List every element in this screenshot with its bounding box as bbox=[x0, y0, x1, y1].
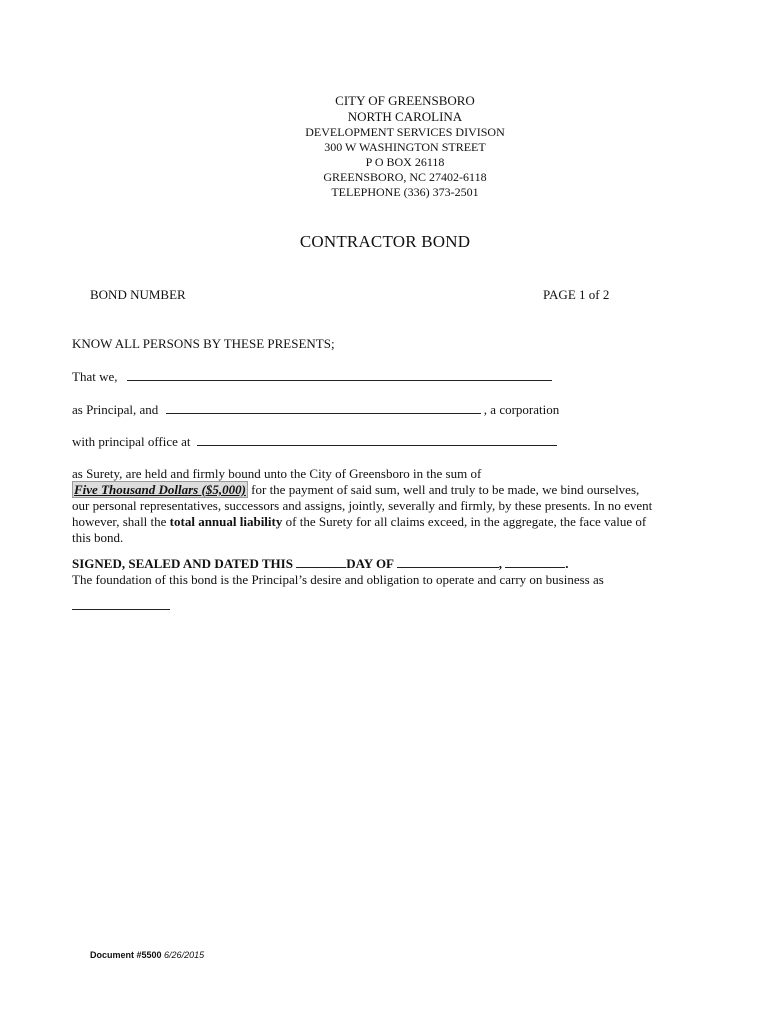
total-annual-liability: total annual liability bbox=[169, 514, 283, 529]
letterhead-pobox: P O BOX 26118 bbox=[365, 155, 445, 169]
day-blank[interactable] bbox=[296, 556, 346, 568]
surety-intro: as Surety, are held and firmly bound unto the City of Greensboro in the sum of bbox=[72, 466, 482, 481]
document-date: 6/26/2015 bbox=[164, 950, 205, 960]
principal-office-blank[interactable] bbox=[197, 434, 557, 446]
principal-row bbox=[72, 402, 657, 418]
principal-label: as Principal, and bbox=[72, 402, 159, 417]
principal-office-label: with principal office at bbox=[72, 434, 191, 449]
year-blank[interactable] bbox=[505, 556, 565, 568]
month-blank[interactable] bbox=[397, 556, 499, 568]
bond-amount: Five Thousand Dollars ($5,000) bbox=[74, 482, 246, 497]
document-footer bbox=[90, 950, 204, 960]
letterhead-telephone: TELEPHONE (336) 373-2501 bbox=[331, 185, 479, 199]
that-we-row bbox=[72, 369, 657, 385]
surety-name-blank[interactable] bbox=[166, 402, 481, 414]
bond-number-label: BOND NUMBER bbox=[90, 287, 186, 302]
that-we-blank[interactable] bbox=[127, 369, 552, 381]
surety-paragraph bbox=[72, 466, 657, 546]
letterhead-state: NORTH CAROLINA bbox=[347, 109, 463, 124]
principal-office-row bbox=[72, 434, 657, 450]
document-number: Document #5500 bbox=[90, 950, 162, 960]
surety-ending: of the Surety for all claims exceed, in the aggregate, the face value of this bond. bbox=[72, 514, 647, 545]
business-type-blank[interactable] bbox=[72, 603, 170, 610]
day-of-label: DAY OF bbox=[346, 556, 397, 571]
letterhead bbox=[250, 93, 560, 200]
know-all-persons: KNOW ALL PERSONS BY THESE PRESENTS; bbox=[72, 336, 335, 351]
letterhead-city: CITY OF GREENSBORO bbox=[335, 93, 475, 108]
letterhead-division: DEVELOPMENT SERVICES DIVISON bbox=[305, 125, 505, 139]
date-period: . bbox=[565, 556, 569, 571]
page-number: PAGE 1 of 2 bbox=[543, 287, 610, 302]
letterhead-street: 300 W WASHINGTON STREET bbox=[324, 140, 486, 154]
foundation-statement: The foundation of this bond is the Principal’s desire and obligation to operate and carry on business as bbox=[72, 572, 604, 587]
that-we-label: That we, bbox=[72, 369, 118, 384]
signed-sealed-dated bbox=[72, 556, 657, 572]
surety-terms: for the payment of said sum, well and truly to be made, we bind ourselves, our personal representatives, successors and assigns, jointly, severally and firmly, by these presents. In no event however, shall the bbox=[72, 482, 653, 529]
letterhead-citystatezip: GREENSBORO, NC 27402-6118 bbox=[323, 170, 487, 184]
document-title: CONTRACTOR BOND bbox=[299, 232, 471, 251]
date-comma: , bbox=[498, 556, 506, 571]
signed-label: SIGNED, SEALED AND DATED THIS bbox=[72, 556, 297, 571]
corporation-label: , a corporation bbox=[483, 402, 560, 417]
